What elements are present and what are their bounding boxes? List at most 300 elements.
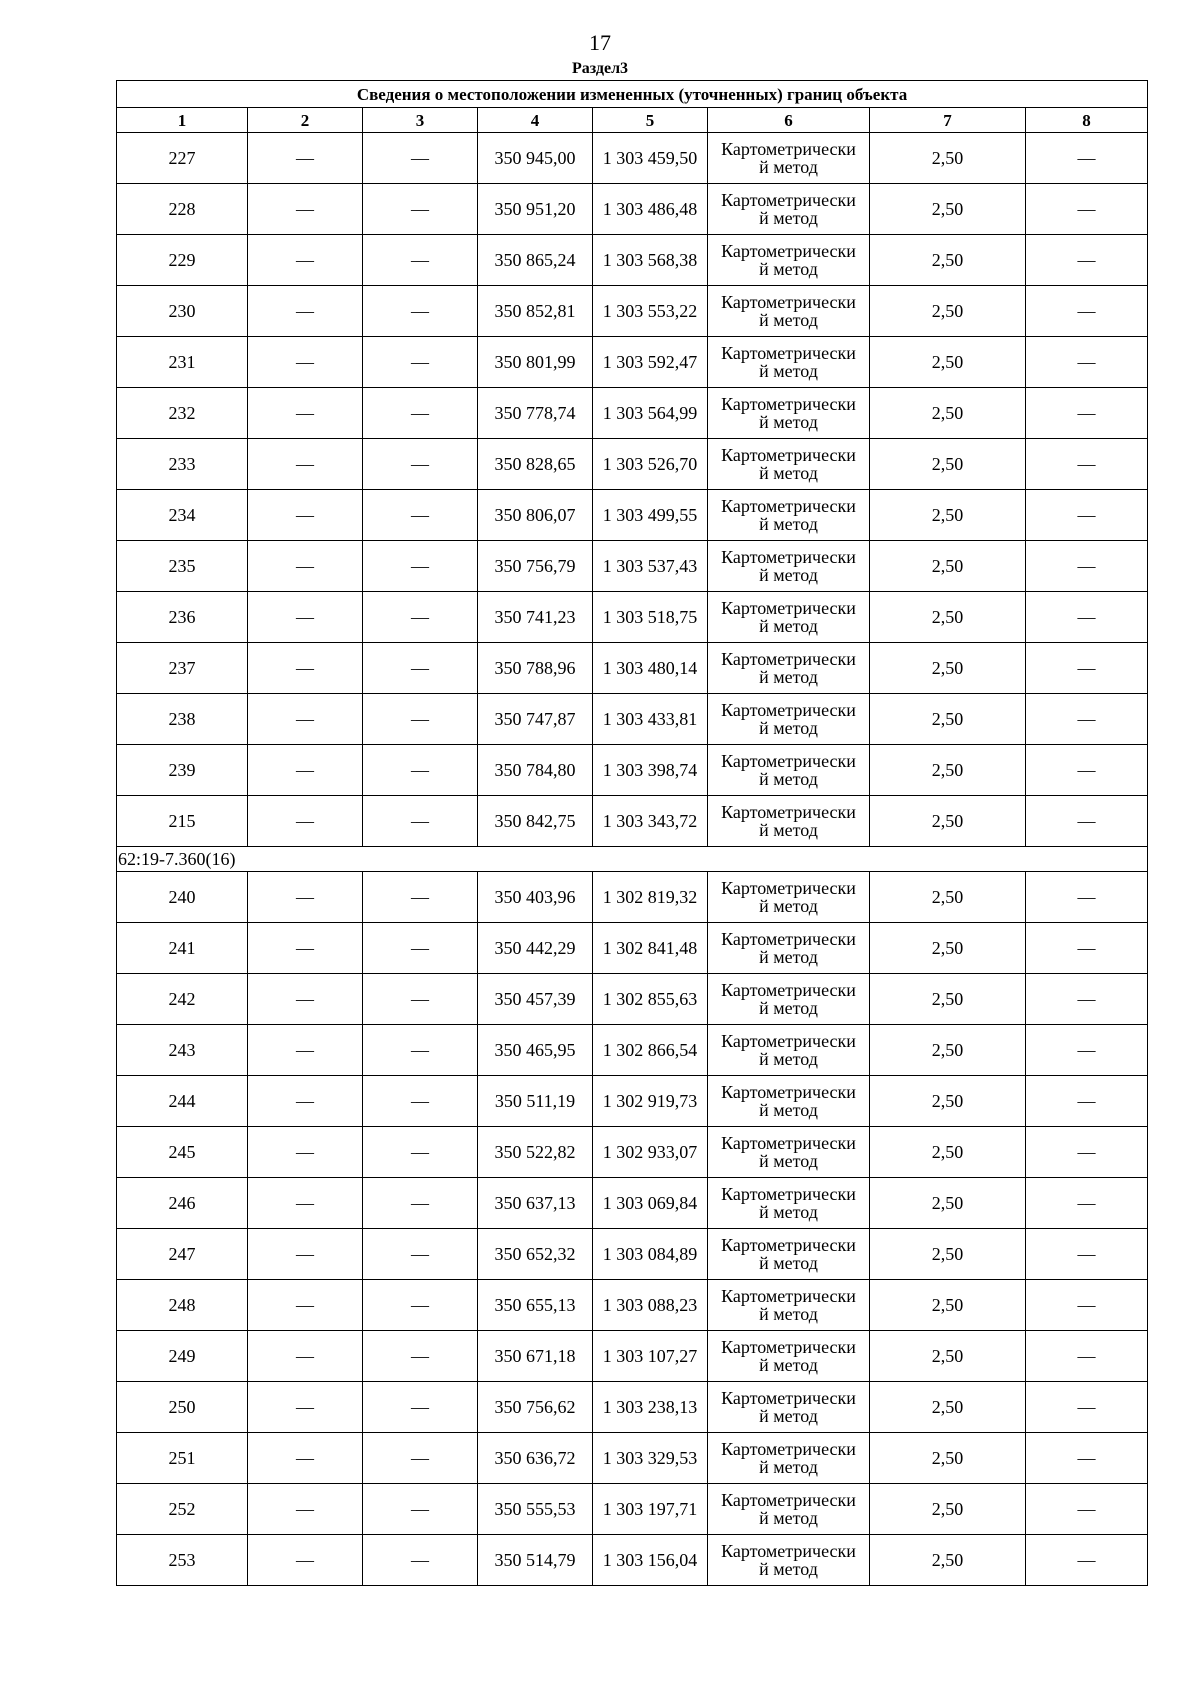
method-text-line1: Картометрически xyxy=(721,1184,856,1204)
empty-cell-dash: — xyxy=(363,643,478,694)
method-cell xyxy=(708,643,870,694)
method-text-line2: й метод xyxy=(759,361,818,381)
method-cell xyxy=(708,286,870,337)
empty-cell-dash: — xyxy=(363,1127,478,1178)
empty-cell-dash: — xyxy=(248,1025,363,1076)
table-row xyxy=(117,1433,1148,1484)
method-text-line2: й метод xyxy=(759,1457,818,1477)
coordinate-x: 350 671,18 xyxy=(478,1331,593,1382)
coordinate-x: 350 655,13 xyxy=(478,1280,593,1331)
method-text-line1: Картометрически xyxy=(721,241,856,261)
precision-value: 2,50 xyxy=(870,1433,1026,1484)
table-row xyxy=(117,541,1148,592)
coordinate-x: 350 865,24 xyxy=(478,235,593,286)
column-number: 5 xyxy=(593,108,708,133)
method-cell xyxy=(708,1484,870,1535)
coordinate-y: 1 303 433,81 xyxy=(593,694,708,745)
precision-value: 2,50 xyxy=(870,923,1026,974)
method-cell xyxy=(708,1535,870,1586)
method-text-line2: й метод xyxy=(759,1202,818,1222)
empty-cell-dash: — xyxy=(1026,286,1148,337)
method-text-line1: Картометрически xyxy=(721,394,856,414)
method-text-line2: й метод xyxy=(759,667,818,687)
point-number: 243 xyxy=(117,1025,248,1076)
precision-value: 2,50 xyxy=(870,1076,1026,1127)
method-cell xyxy=(708,235,870,286)
table-row xyxy=(117,1076,1148,1127)
coordinate-x: 350 637,13 xyxy=(478,1178,593,1229)
table-row xyxy=(117,1127,1148,1178)
method-text-line2: й метод xyxy=(759,208,818,228)
point-number: 227 xyxy=(117,133,248,184)
point-number: 240 xyxy=(117,872,248,923)
empty-cell-dash: — xyxy=(248,388,363,439)
coordinate-x: 350 801,99 xyxy=(478,337,593,388)
method-text-line2: й метод xyxy=(759,259,818,279)
point-number: 242 xyxy=(117,974,248,1025)
table-row xyxy=(117,286,1148,337)
table-row xyxy=(117,439,1148,490)
point-number: 249 xyxy=(117,1331,248,1382)
method-cell xyxy=(708,1127,870,1178)
empty-cell-dash: — xyxy=(1026,388,1148,439)
coordinate-x: 350 788,96 xyxy=(478,643,593,694)
table-row xyxy=(117,745,1148,796)
table-row xyxy=(117,1331,1148,1382)
empty-cell-dash: — xyxy=(248,184,363,235)
method-text-line2: й метод xyxy=(759,412,818,432)
coordinate-x: 350 828,65 xyxy=(478,439,593,490)
method-text-line1: Картометрически xyxy=(721,1439,856,1459)
column-number: 7 xyxy=(870,108,1026,133)
method-text-line1: Картометрически xyxy=(721,1082,856,1102)
precision-value: 2,50 xyxy=(870,1382,1026,1433)
method-cell xyxy=(708,490,870,541)
precision-value: 2,50 xyxy=(870,1535,1026,1586)
empty-cell-dash: — xyxy=(363,184,478,235)
empty-cell-dash: — xyxy=(248,1484,363,1535)
empty-cell-dash: — xyxy=(363,974,478,1025)
empty-cell-dash: — xyxy=(248,592,363,643)
method-text-line2: й метод xyxy=(759,1406,818,1426)
method-cell xyxy=(708,439,870,490)
point-number: 245 xyxy=(117,1127,248,1178)
column-number: 3 xyxy=(363,108,478,133)
method-text-line2: й метод xyxy=(759,718,818,738)
method-cell xyxy=(708,796,870,847)
coordinate-y: 1 303 568,38 xyxy=(593,235,708,286)
empty-cell-dash: — xyxy=(1026,643,1148,694)
coordinate-y: 1 302 855,63 xyxy=(593,974,708,1025)
empty-cell-dash: — xyxy=(1026,337,1148,388)
method-text-line1: Картометрически xyxy=(721,292,856,312)
method-text-line1: Картометрически xyxy=(721,1031,856,1051)
column-number: 2 xyxy=(248,108,363,133)
empty-cell-dash: — xyxy=(363,490,478,541)
empty-cell-dash: — xyxy=(363,1280,478,1331)
empty-cell-dash: — xyxy=(248,1433,363,1484)
method-cell xyxy=(708,1331,870,1382)
empty-cell-dash: — xyxy=(1026,1382,1148,1433)
point-number: 250 xyxy=(117,1382,248,1433)
table-caption: Сведения о местоположении измененных (уточненных) границ объекта xyxy=(117,81,1148,108)
method-text-line2: й метод xyxy=(759,565,818,585)
table-row xyxy=(117,974,1148,1025)
precision-value: 2,50 xyxy=(870,1127,1026,1178)
empty-cell-dash: — xyxy=(363,388,478,439)
method-cell xyxy=(708,1382,870,1433)
empty-cell-dash: — xyxy=(248,745,363,796)
coordinate-x: 350 514,79 xyxy=(478,1535,593,1586)
empty-cell-dash: — xyxy=(248,923,363,974)
table-row xyxy=(117,1280,1148,1331)
empty-cell-dash: — xyxy=(248,1382,363,1433)
point-number: 239 xyxy=(117,745,248,796)
column-number-row xyxy=(117,108,1148,133)
empty-cell-dash: — xyxy=(1026,872,1148,923)
coordinate-x: 350 778,74 xyxy=(478,388,593,439)
empty-cell-dash: — xyxy=(363,235,478,286)
method-cell xyxy=(708,337,870,388)
method-text-line1: Картометрически xyxy=(721,700,856,720)
coordinate-x: 350 756,62 xyxy=(478,1382,593,1433)
coordinate-y: 1 303 553,22 xyxy=(593,286,708,337)
precision-value: 2,50 xyxy=(870,694,1026,745)
empty-cell-dash: — xyxy=(248,337,363,388)
coordinate-x: 350 522,82 xyxy=(478,1127,593,1178)
coordinate-x: 350 852,81 xyxy=(478,286,593,337)
empty-cell-dash: — xyxy=(363,1433,478,1484)
empty-cell-dash: — xyxy=(1026,694,1148,745)
coordinate-x: 350 555,53 xyxy=(478,1484,593,1535)
method-text-line1: Картометрически xyxy=(721,802,856,822)
coordinate-y: 1 303 197,71 xyxy=(593,1484,708,1535)
empty-cell-dash: — xyxy=(363,133,478,184)
table-row xyxy=(117,1229,1148,1280)
column-number: 1 xyxy=(117,108,248,133)
method-text-line2: й метод xyxy=(759,1355,818,1375)
method-cell xyxy=(708,184,870,235)
point-number: 241 xyxy=(117,923,248,974)
empty-cell-dash: — xyxy=(248,490,363,541)
coordinate-y: 1 302 819,32 xyxy=(593,872,708,923)
coordinate-y: 1 303 107,27 xyxy=(593,1331,708,1382)
table-row xyxy=(117,1025,1148,1076)
empty-cell-dash: — xyxy=(1026,541,1148,592)
table-row xyxy=(117,235,1148,286)
method-text-line1: Картометрически xyxy=(721,1133,856,1153)
coordinate-y: 1 302 933,07 xyxy=(593,1127,708,1178)
empty-cell-dash: — xyxy=(363,796,478,847)
empty-cell-dash: — xyxy=(363,923,478,974)
method-text-line1: Картометрически xyxy=(721,139,856,159)
method-cell xyxy=(708,541,870,592)
coordinate-x: 350 756,79 xyxy=(478,541,593,592)
point-number: 247 xyxy=(117,1229,248,1280)
table-row xyxy=(117,643,1148,694)
table-row xyxy=(117,388,1148,439)
empty-cell-dash: — xyxy=(248,1535,363,1586)
method-text-line2: й метод xyxy=(759,769,818,789)
point-number: 253 xyxy=(117,1535,248,1586)
precision-value: 2,50 xyxy=(870,796,1026,847)
method-cell xyxy=(708,388,870,439)
point-number: 215 xyxy=(117,796,248,847)
empty-cell-dash: — xyxy=(1026,490,1148,541)
coordinate-y: 1 302 841,48 xyxy=(593,923,708,974)
precision-value: 2,50 xyxy=(870,1331,1026,1382)
empty-cell-dash: — xyxy=(363,1331,478,1382)
coordinate-y: 1 303 329,53 xyxy=(593,1433,708,1484)
method-text-line1: Картометрически xyxy=(721,1388,856,1408)
point-number: 234 xyxy=(117,490,248,541)
empty-cell-dash: — xyxy=(248,974,363,1025)
table-row xyxy=(117,923,1148,974)
method-text-line2: й метод xyxy=(759,1100,818,1120)
point-number: 252 xyxy=(117,1484,248,1535)
method-text-line2: й метод xyxy=(759,947,818,967)
method-cell xyxy=(708,923,870,974)
empty-cell-dash: — xyxy=(248,235,363,286)
table-row xyxy=(117,1178,1148,1229)
method-text-line2: й метод xyxy=(759,1049,818,1069)
column-number: 6 xyxy=(708,108,870,133)
empty-cell-dash: — xyxy=(1026,133,1148,184)
empty-cell-dash: — xyxy=(1026,1280,1148,1331)
coordinate-x: 350 806,07 xyxy=(478,490,593,541)
column-number: 4 xyxy=(478,108,593,133)
coordinate-y: 1 303 343,72 xyxy=(593,796,708,847)
empty-cell-dash: — xyxy=(1026,1025,1148,1076)
precision-value: 2,50 xyxy=(870,235,1026,286)
precision-value: 2,50 xyxy=(870,337,1026,388)
precision-value: 2,50 xyxy=(870,872,1026,923)
empty-cell-dash: — xyxy=(248,1127,363,1178)
precision-value: 2,50 xyxy=(870,974,1026,1025)
method-cell xyxy=(708,694,870,745)
empty-cell-dash: — xyxy=(363,592,478,643)
table-row xyxy=(117,872,1148,923)
method-text-line2: й метод xyxy=(759,616,818,636)
empty-cell-dash: — xyxy=(248,541,363,592)
point-number: 231 xyxy=(117,337,248,388)
section-title: Раздел3 xyxy=(571,60,629,77)
empty-cell-dash: — xyxy=(248,1178,363,1229)
empty-cell-dash: — xyxy=(248,439,363,490)
precision-value: 2,50 xyxy=(870,1280,1026,1331)
empty-cell-dash: — xyxy=(363,694,478,745)
group-row xyxy=(117,847,1148,872)
precision-value: 2,50 xyxy=(870,184,1026,235)
empty-cell-dash: — xyxy=(248,796,363,847)
empty-cell-dash: — xyxy=(248,643,363,694)
coordinate-x: 350 636,72 xyxy=(478,1433,593,1484)
coordinate-x: 350 842,75 xyxy=(478,796,593,847)
point-number: 236 xyxy=(117,592,248,643)
empty-cell-dash: — xyxy=(363,1484,478,1535)
method-text-line1: Картометрически xyxy=(721,547,856,567)
empty-cell-dash: — xyxy=(1026,592,1148,643)
method-text-line1: Картометрически xyxy=(721,929,856,949)
point-number: 233 xyxy=(117,439,248,490)
precision-value: 2,50 xyxy=(870,643,1026,694)
coordinate-x: 350 741,23 xyxy=(478,592,593,643)
method-cell xyxy=(708,974,870,1025)
precision-value: 2,50 xyxy=(870,592,1026,643)
empty-cell-dash: — xyxy=(1026,1433,1148,1484)
method-cell xyxy=(708,1076,870,1127)
method-text-line2: й метод xyxy=(759,896,818,916)
table-row xyxy=(117,1535,1148,1586)
method-cell xyxy=(708,1280,870,1331)
method-text-line1: Картометрически xyxy=(721,980,856,1000)
point-number: 248 xyxy=(117,1280,248,1331)
method-text-line2: й метод xyxy=(759,1253,818,1273)
method-cell xyxy=(708,745,870,796)
method-text-line2: й метод xyxy=(759,1304,818,1324)
group-label: 62:19-7.360(16) xyxy=(117,847,1148,872)
method-text-line1: Картометрически xyxy=(721,1286,856,1306)
column-number: 8 xyxy=(1026,108,1148,133)
empty-cell-dash: — xyxy=(363,541,478,592)
method-cell xyxy=(708,872,870,923)
coordinate-y: 1 302 919,73 xyxy=(593,1076,708,1127)
coordinate-x: 350 465,95 xyxy=(478,1025,593,1076)
method-text-line2: й метод xyxy=(759,820,818,840)
coordinate-y: 1 303 398,74 xyxy=(593,745,708,796)
coordinate-x: 350 652,32 xyxy=(478,1229,593,1280)
table-row xyxy=(117,490,1148,541)
method-text-line1: Картометрически xyxy=(721,445,856,465)
coordinate-y: 1 303 526,70 xyxy=(593,439,708,490)
method-cell xyxy=(708,1229,870,1280)
method-text-line1: Картометрически xyxy=(721,190,856,210)
empty-cell-dash: — xyxy=(363,286,478,337)
empty-cell-dash: — xyxy=(248,694,363,745)
empty-cell-dash: — xyxy=(248,1229,363,1280)
method-text-line2: й метод xyxy=(759,514,818,534)
method-text-line2: й метод xyxy=(759,310,818,330)
empty-cell-dash: — xyxy=(1026,439,1148,490)
point-number: 229 xyxy=(117,235,248,286)
empty-cell-dash: — xyxy=(1026,1484,1148,1535)
method-text-line1: Картометрически xyxy=(721,1337,856,1357)
empty-cell-dash: — xyxy=(1026,745,1148,796)
empty-cell-dash: — xyxy=(1026,796,1148,847)
coordinate-x: 350 747,87 xyxy=(478,694,593,745)
coordinate-y: 1 303 499,55 xyxy=(593,490,708,541)
page-number: 17 xyxy=(589,30,611,55)
table-row xyxy=(117,592,1148,643)
empty-cell-dash: — xyxy=(363,1025,478,1076)
point-number: 228 xyxy=(117,184,248,235)
point-number: 251 xyxy=(117,1433,248,1484)
empty-cell-dash: — xyxy=(363,872,478,923)
empty-cell-dash: — xyxy=(248,1280,363,1331)
method-text-line1: Картометрически xyxy=(721,1235,856,1255)
method-text-line1: Картометрически xyxy=(721,649,856,669)
method-text-line1: Картометрически xyxy=(721,496,856,516)
coordinate-x: 350 951,20 xyxy=(478,184,593,235)
empty-cell-dash: — xyxy=(363,439,478,490)
method-text-line2: й метод xyxy=(759,1508,818,1528)
coordinate-y: 1 303 156,04 xyxy=(593,1535,708,1586)
empty-cell-dash: — xyxy=(1026,974,1148,1025)
precision-value: 2,50 xyxy=(870,1025,1026,1076)
precision-value: 2,50 xyxy=(870,1229,1026,1280)
method-text-line2: й метод xyxy=(759,157,818,177)
table-row xyxy=(117,1484,1148,1535)
method-cell xyxy=(708,133,870,184)
table-row xyxy=(117,796,1148,847)
table-row xyxy=(117,337,1148,388)
point-number: 232 xyxy=(117,388,248,439)
empty-cell-dash: — xyxy=(1026,184,1148,235)
method-cell xyxy=(708,1025,870,1076)
boundary-coordinates-table xyxy=(116,80,1148,1586)
method-text-line1: Картометрически xyxy=(721,343,856,363)
method-text-line1: Картометрически xyxy=(721,751,856,771)
empty-cell-dash: — xyxy=(1026,1331,1148,1382)
empty-cell-dash: — xyxy=(363,745,478,796)
table-row xyxy=(117,1382,1148,1433)
empty-cell-dash: — xyxy=(363,1535,478,1586)
coordinate-y: 1 303 084,89 xyxy=(593,1229,708,1280)
coordinate-y: 1 302 866,54 xyxy=(593,1025,708,1076)
method-text-line1: Картометрически xyxy=(721,1541,856,1561)
precision-value: 2,50 xyxy=(870,541,1026,592)
coordinate-x: 350 457,39 xyxy=(478,974,593,1025)
coordinate-y: 1 303 564,99 xyxy=(593,388,708,439)
coordinate-x: 350 945,00 xyxy=(478,133,593,184)
empty-cell-dash: — xyxy=(248,133,363,184)
coordinate-y: 1 303 537,43 xyxy=(593,541,708,592)
precision-value: 2,50 xyxy=(870,1484,1026,1535)
point-number: 230 xyxy=(117,286,248,337)
method-text-line1: Картометрически xyxy=(721,1490,856,1510)
empty-cell-dash: — xyxy=(1026,1178,1148,1229)
precision-value: 2,50 xyxy=(870,439,1026,490)
method-cell xyxy=(708,592,870,643)
empty-cell-dash: — xyxy=(1026,235,1148,286)
empty-cell-dash: — xyxy=(248,1331,363,1382)
coordinate-x: 350 403,96 xyxy=(478,872,593,923)
point-number: 238 xyxy=(117,694,248,745)
coordinate-y: 1 303 069,84 xyxy=(593,1178,708,1229)
coordinate-y: 1 303 592,47 xyxy=(593,337,708,388)
precision-value: 2,50 xyxy=(870,133,1026,184)
method-cell xyxy=(708,1178,870,1229)
method-text-line1: Картометрически xyxy=(721,598,856,618)
precision-value: 2,50 xyxy=(870,490,1026,541)
empty-cell-dash: — xyxy=(1026,1076,1148,1127)
table-row xyxy=(117,184,1148,235)
point-number: 246 xyxy=(117,1178,248,1229)
point-number: 237 xyxy=(117,643,248,694)
coordinate-y: 1 303 480,14 xyxy=(593,643,708,694)
empty-cell-dash: — xyxy=(1026,1535,1148,1586)
coordinate-y: 1 303 486,48 xyxy=(593,184,708,235)
point-number: 244 xyxy=(117,1076,248,1127)
empty-cell-dash: — xyxy=(1026,1127,1148,1178)
coordinate-x: 350 784,80 xyxy=(478,745,593,796)
empty-cell-dash: — xyxy=(248,1076,363,1127)
table-row xyxy=(117,694,1148,745)
coordinate-y: 1 303 238,13 xyxy=(593,1382,708,1433)
method-text-line2: й метод xyxy=(759,1151,818,1171)
empty-cell-dash: — xyxy=(363,1382,478,1433)
coordinate-y: 1 303 088,23 xyxy=(593,1280,708,1331)
